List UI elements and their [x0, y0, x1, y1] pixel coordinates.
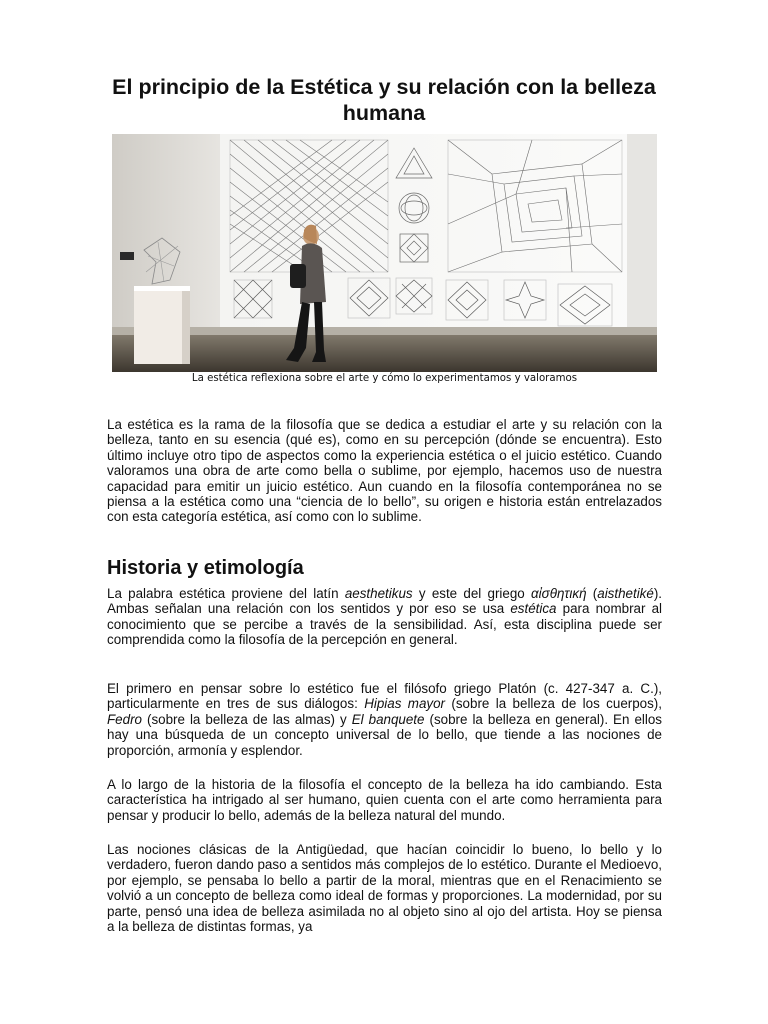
- history-paragraph: [107, 777, 662, 823]
- text-run: La estética es la rama de la filosofía que se dedica a estudiar el arte y su relación con la belleza, tanto en su esencia (qué es), como en su percepción (dónde se encuentra). Esto último incluye otro tipo de aspectos como la experiencia estética o el juicio estético. Cuando valoramos una obra de arte como bella o sublime, por ejemplo, hacemos uso de nuestra capacidad para emitir un juicio estético. Aun cuando en la filosofía contemporánea no se piensa a la estética como una “ciencia de lo bello”, su origen e historia están entrelazados con esta categoría estética, así como con lo sublime.: [107, 417, 662, 525]
- figure-caption: La estética reflexiona sobre el arte y cómo lo experimentamos y valoramos: [191, 373, 578, 384]
- gallery-photo-illustration: [112, 134, 657, 372]
- text-run: (sobre la belleza de las almas) y: [141, 711, 352, 727]
- intro-paragraph: [107, 417, 662, 525]
- classical-notions-paragraph: [107, 842, 662, 934]
- etymology-paragraph: [107, 586, 662, 648]
- gallery-photo: [112, 134, 657, 372]
- document-title: El principio de la Estética y su relación con la belleza humana: [112, 75, 656, 125]
- text-run: y este del griego: [412, 586, 532, 601]
- text-run: A lo largo de la historia de la filosofía el concepto de la belleza ha ido cambiando. Esta característica ha intrigado al ser humano, quien cuenta con el arte como herramienta para pensar y producir lo bello, además de la belleza natural del mundo.: [107, 777, 662, 823]
- section-heading: Historia y etimología: [107, 557, 304, 579]
- text-run: El primero en pensar sobre lo estético fue el filósofo griego Platón (c. 427-347 a. C.), particularmente en tres de sus diálogos:: [107, 681, 662, 712]
- italic-term: αἰσθητική: [531, 586, 587, 601]
- italic-term: aesthetikus: [344, 586, 413, 601]
- text-run: para nombrar al conocimiento que se percibe a través de la sensibilidad. Así, esta disciplina puede ser comprendida como la filosofía de la percepción en general.: [107, 601, 662, 648]
- text-run: La palabra estética proviene del latín: [107, 586, 345, 601]
- text-run: Las nociones clásicas de la Antigüedad, que hacían coincidir lo bueno, lo bello y lo verdadero, fueron dando paso a sentidos más complejos de lo estético. Durante el Medioevo, por ejemplo, se pensaba lo bello a partir de la moral, mientras que en el Renacimiento se volvió a un concepto de belleza como ideal de formas y proporciones. La modernidad, por su parte, pensó una idea de belleza asimilada no al objeto sino al ojo del artista. Hoy se piensa a la belleza de distintas formas, ya: [107, 842, 662, 934]
- text-run: (sobre la belleza en general). En ellos hay una búsqueda de un concepto universal de lo bello, que tiende a las nociones de proporción, armonía y esplendor.: [107, 711, 662, 758]
- italic-term: El banquete: [351, 711, 425, 727]
- text-run: (: [586, 586, 598, 601]
- italic-term: aisthetiké: [597, 586, 654, 601]
- italic-term: Fedro: [107, 711, 142, 727]
- text-run: (sobre la belleza de los cuerpos),: [445, 696, 662, 712]
- plato-paragraph: [107, 681, 662, 758]
- text-run: ). Ambas señalan una relación con los sentidos y por eso se usa: [107, 586, 663, 617]
- italic-term: estética: [510, 601, 557, 617]
- italic-term: Hipias mayor: [364, 696, 445, 712]
